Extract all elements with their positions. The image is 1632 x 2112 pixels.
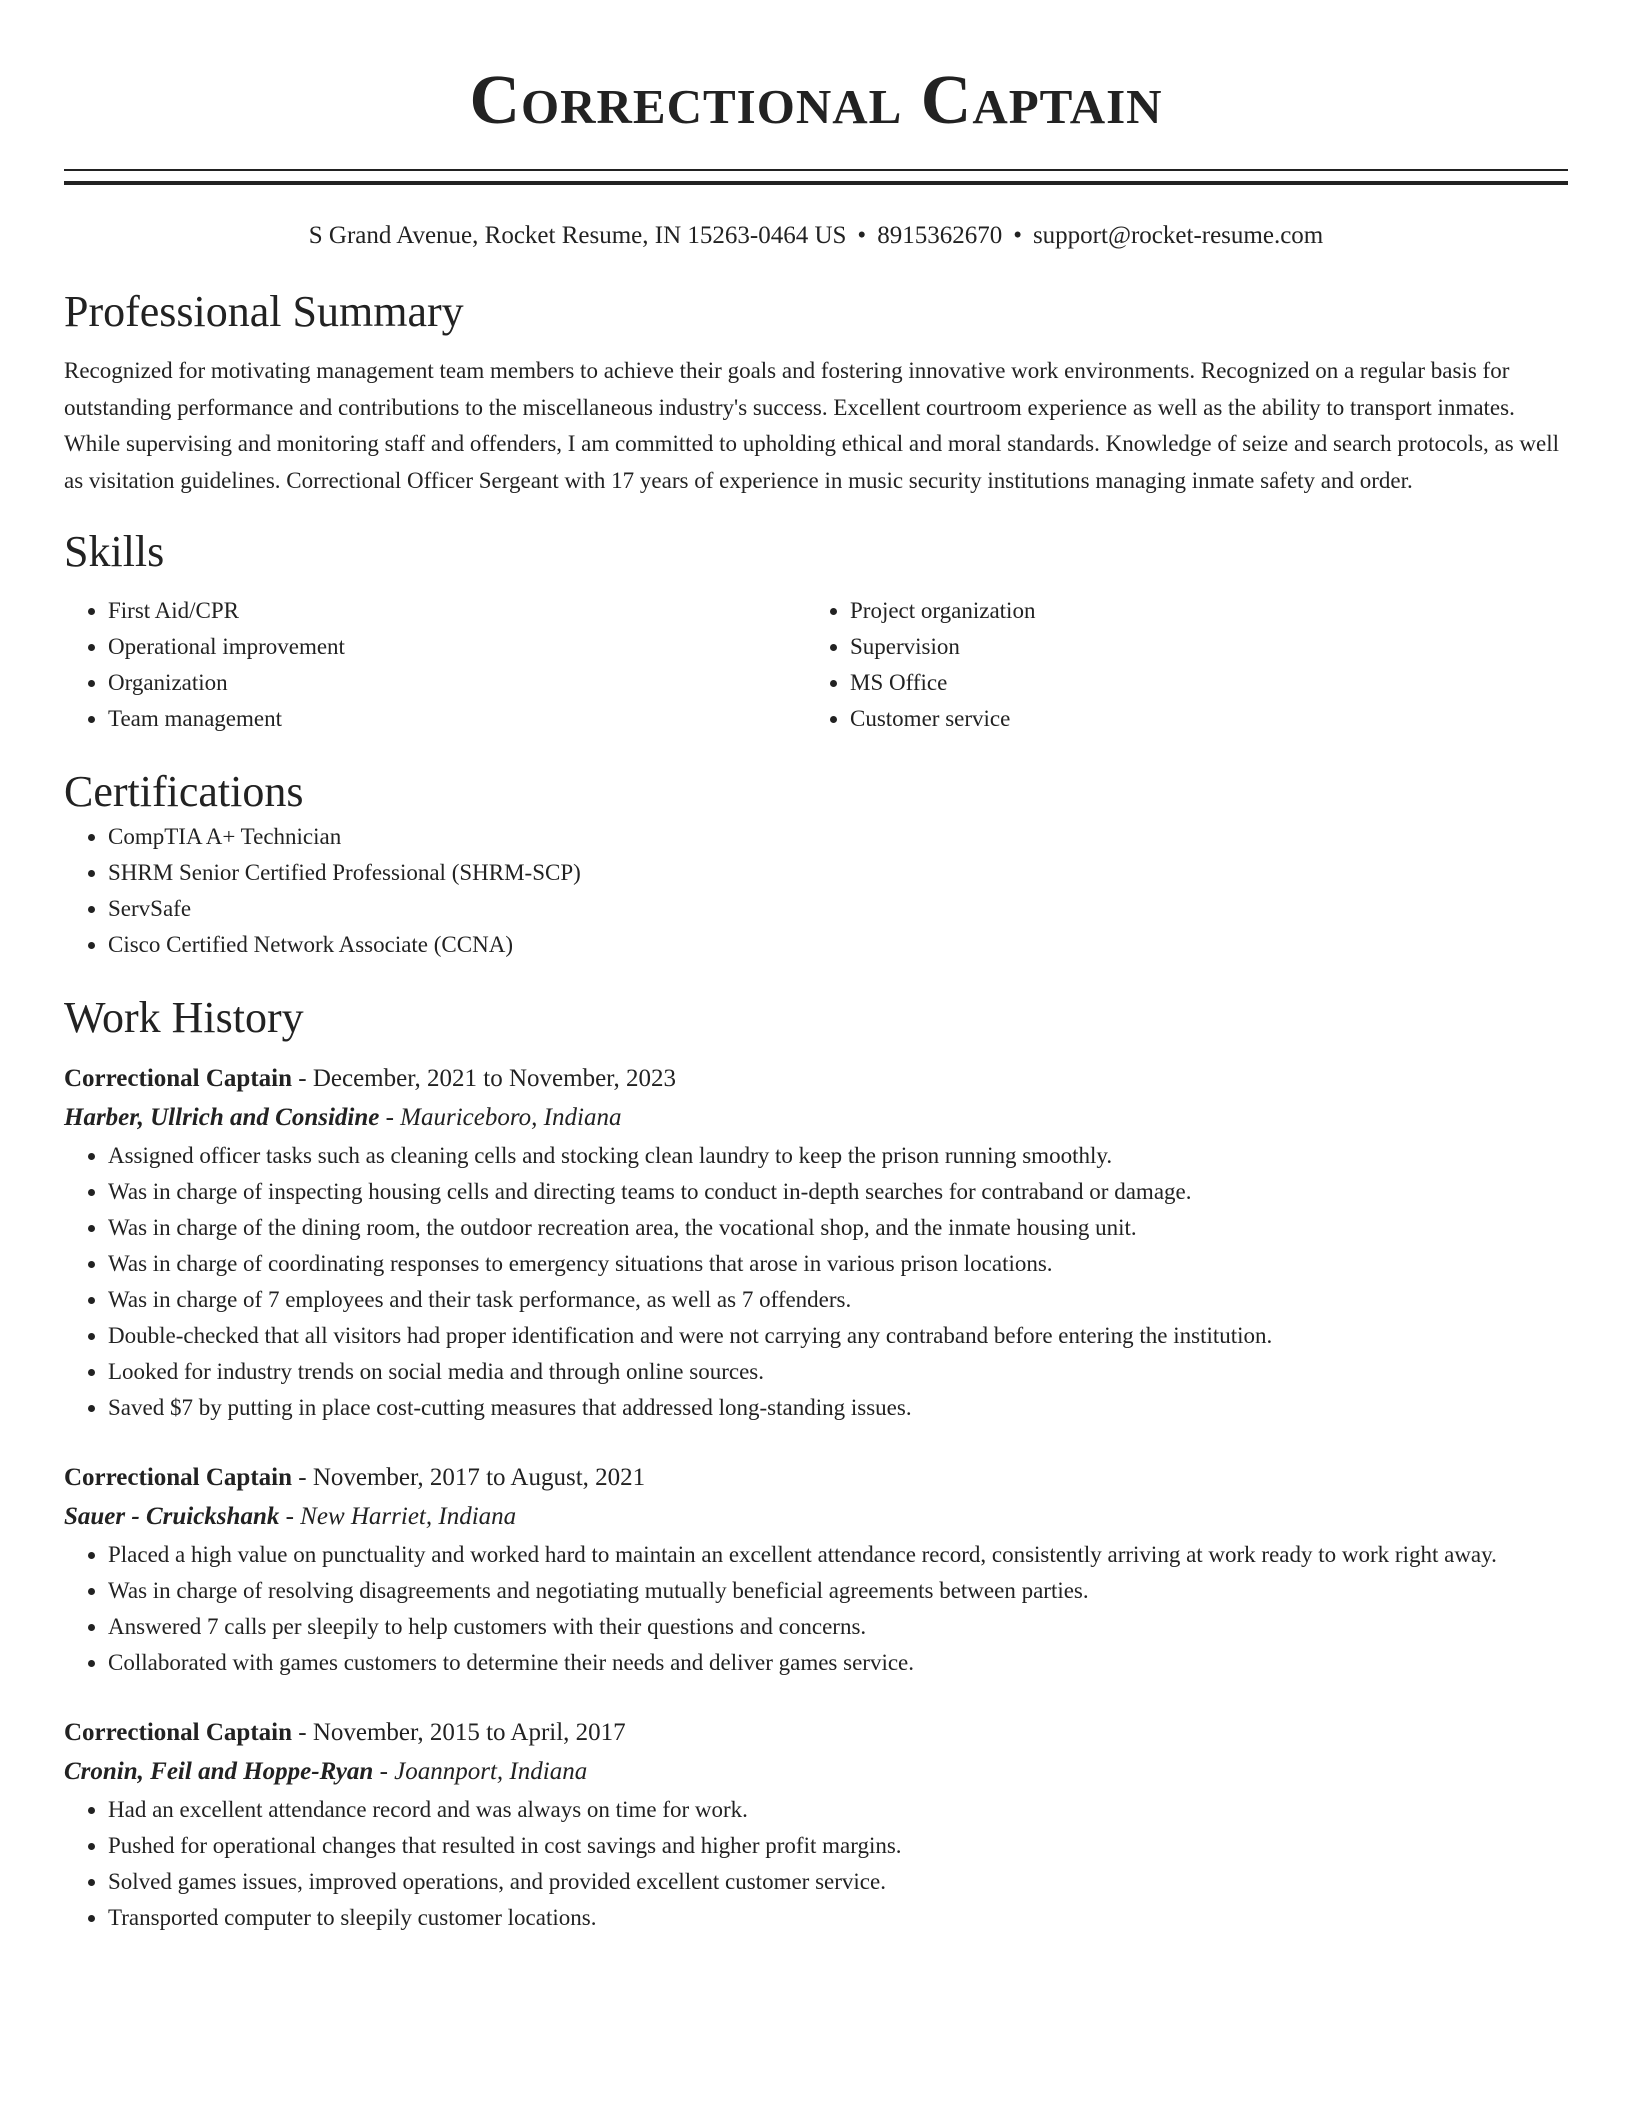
job-entry: [64, 1713, 1568, 1936]
job-bullets: [64, 1792, 1568, 1936]
contact-separator: •: [1013, 222, 1022, 249]
job-bullet: • Answered 7 calls per sleepily to help customers with their questions and concerns.: [108, 1609, 1568, 1645]
job-dates: - November, 2015 to April, 2017: [292, 1719, 626, 1746]
job-company: Cronin, Feil and Hoppe-Ryan: [64, 1758, 374, 1785]
job-entry: [64, 1059, 1568, 1426]
job-bullet: • Pushed for operational changes that resulted in cost savings and higher profit margins.: [108, 1828, 1568, 1864]
job-title-line: [64, 1713, 1568, 1752]
certification-item: • Cisco Certified Network Associate (CCNA): [108, 927, 1568, 963]
contact-phone: 8915362670: [877, 222, 1003, 249]
certification-item: • CompTIA A+ Technician: [108, 819, 1568, 855]
certification-item: • SHRM Senior Certified Professional (SHRM-SCP): [108, 855, 1568, 891]
skill-item: • Team management: [108, 701, 806, 737]
job-bullet: • Looked for industry trends on social media and through online sources.: [108, 1354, 1568, 1390]
job-bullet: • Was in charge of 7 employees and their task performance, as well as 7 offenders.: [108, 1282, 1568, 1318]
certifications-list: [64, 819, 1568, 963]
job-bullets: [64, 1138, 1568, 1426]
skill-item: • Customer service: [850, 701, 1548, 737]
job-location: - Joannport, Indiana: [373, 1758, 588, 1785]
skill-item: • First Aid/CPR: [108, 593, 806, 629]
job-company-line: [64, 1098, 1568, 1138]
title-double-rule: [64, 169, 1568, 185]
contact-separator: •: [857, 222, 867, 249]
skills-list-left: [64, 593, 806, 737]
job-dates: - November, 2017 to August, 2021: [292, 1464, 646, 1491]
job-bullet: • Assigned officer tasks such as cleaning cells and stocking clean laundry to keep the prison running smoothly.: [108, 1138, 1568, 1174]
contact-line: [64, 221, 1568, 251]
skill-item: • Supervision: [850, 629, 1548, 665]
job-bullet: • Placed a high value on punctuality and worked hard to maintain an excellent attendance record, consistently arriving at work ready to work right away.: [108, 1537, 1568, 1573]
summary-heading: Professional Summary: [64, 287, 464, 336]
skill-item: • Project organization: [850, 593, 1548, 629]
skill-item: • MS Office: [850, 665, 1548, 701]
skill-item: • Operational improvement: [108, 629, 806, 665]
job-title-line: [64, 1059, 1568, 1098]
skill-item: • Organization: [108, 665, 806, 701]
certifications-heading: Certifications: [64, 767, 304, 816]
job-role: Correctional Captain: [64, 1464, 292, 1491]
job-bullet: • Solved games issues, improved operations, and provided excellent customer service.: [108, 1864, 1568, 1900]
work-history-heading: Work History: [64, 993, 304, 1042]
job-company: Harber, Ullrich and Considine: [64, 1104, 380, 1131]
job-bullet: • Collaborated with games customers to determine their needs and deliver games service.: [108, 1645, 1568, 1681]
job-bullets: [64, 1537, 1568, 1681]
job-bullet: • Was in charge of inspecting housing cells and directing teams to conduct in-depth searches for contraband or damage.: [108, 1174, 1568, 1210]
job-bullet: • Had an excellent attendance record and was always on time for work.: [108, 1792, 1568, 1828]
job-dates: - December, 2021 to November, 2023: [292, 1065, 676, 1092]
job-company: Sauer - Cruickshank: [64, 1503, 280, 1530]
job-entry: [64, 1458, 1568, 1681]
job-bullet: • Transported computer to sleepily customer locations.: [108, 1900, 1568, 1936]
job-role: Correctional Captain: [64, 1065, 292, 1092]
certification-item: • ServSafe: [108, 891, 1568, 927]
job-bullet: • Was in charge of resolving disagreements and negotiating mutually beneficial agreements between parties.: [108, 1573, 1568, 1609]
summary-text: Recognized for motivating management team members to achieve their goals and fostering innovative work environments. Recognized on a regular basis for outstanding performance and contributions to the miscellaneous industry's success. Excellent courtroom experience as well as the ability to transport inmates. While supervising and monitoring staff and offenders, I am committed to upholding ethical and moral standards. Knowledge of seize and search protocols, as well as visitation guidelines. Correctional Officer Sergeant with 17 years of experience in music security institutions managing inmate safety and order.: [64, 358, 1560, 493]
skills-column-right: [806, 593, 1548, 737]
job-bullet: • Saved $7 by putting in place cost-cutting measures that addressed long-standing issues.: [108, 1390, 1568, 1426]
resume-title: Correctional Captain: [469, 62, 1163, 139]
job-bullet: • Double-checked that all visitors had proper identification and were not carrying any contraband before entering the institution.: [108, 1318, 1568, 1354]
contact-email: support@rocket-resume.com: [1032, 222, 1324, 249]
job-role: Correctional Captain: [64, 1719, 292, 1746]
job-location: - Mauriceboro, Indiana: [379, 1104, 622, 1131]
contact-address: S Grand Avenue, Rocket Resume, IN 15263-0464 US: [308, 222, 847, 249]
job-location: - New Harriet, Indiana: [279, 1503, 517, 1530]
skills-column-left: [64, 593, 806, 737]
skills-heading: Skills: [64, 527, 165, 576]
job-title-line: [64, 1458, 1568, 1497]
skills-grid: [64, 593, 1568, 737]
job-bullet: • Was in charge of coordinating responses to emergency situations that arose in various prison locations.: [108, 1246, 1568, 1282]
job-bullet: • Was in charge of the dining room, the outdoor recreation area, the vocational shop, and the inmate housing unit.: [108, 1210, 1568, 1246]
job-company-line: [64, 1497, 1568, 1537]
skills-list-right: [806, 593, 1548, 737]
job-company-line: [64, 1752, 1568, 1792]
